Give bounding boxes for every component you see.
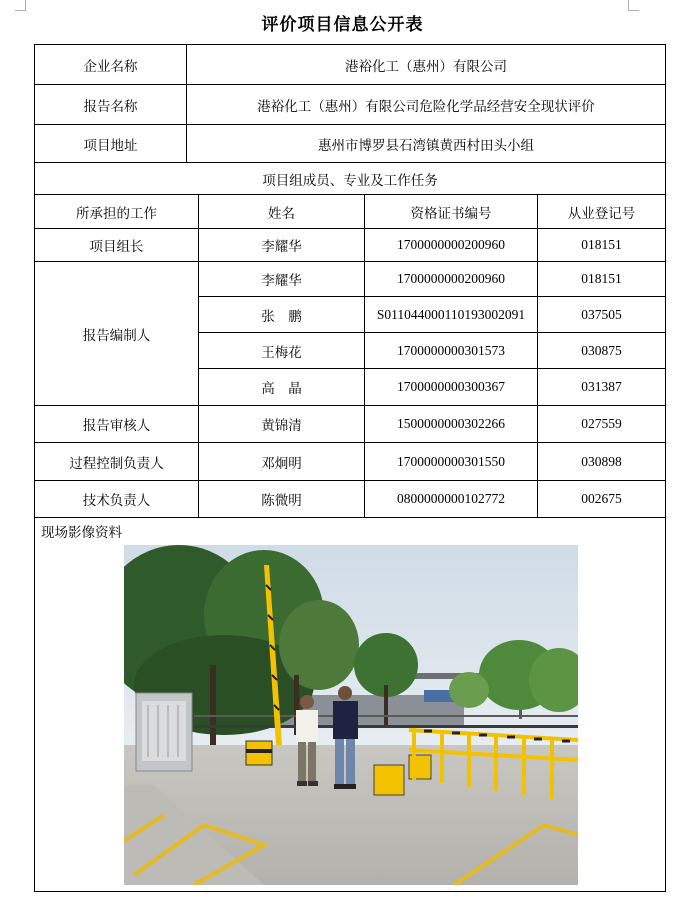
member-cert: 1700000000301573 [397,342,505,358]
member-name: 黄锦清 [261,418,302,434]
report-name-value: 港裕化工（惠州）有限公司危险化学品经营安全现状评价 [257,98,595,115]
member-name: 高 晶 [261,381,302,397]
report-name-label: 报告名称 [83,98,138,115]
member-reg: 037505 [581,306,622,322]
member-reg: 002675 [581,491,622,506]
member-name: 王梅花 [261,344,302,361]
member-name: 李耀华 [261,239,302,255]
member-cert: 1700000000301550 [397,453,505,469]
member-cert: S011044000110193002091 [376,306,526,322]
member-reg: 030875 [581,342,622,358]
column-header-role: 所承担的工作 [76,205,157,222]
column-header-reg: 从业登记号 [567,205,636,222]
company-name-value: 港裕化工（惠州）有限公司 [345,58,507,75]
role-leader: 项目组长 [89,239,144,255]
member-cert: 1700000000300367 [397,379,505,394]
member-cert: 1500000000302266 [397,416,505,431]
member-cert: 1700000000200960 [397,237,505,252]
role-process-control: 过程控制负责人 [69,455,164,472]
team-section-header: 项目组成员、专业及工作任务 [262,172,438,189]
role-reviewer: 报告审核人 [82,418,151,434]
page-title: 评价项目信息公开表 [261,15,424,35]
column-header-cert: 资格证书编号 [410,205,492,222]
photo-section-label: 现场影像资料 [41,525,122,541]
member-reg: 018151 [581,271,622,286]
member-name: 李耀华 [261,273,302,289]
member-cert: 0800000000102772 [397,491,505,506]
member-name: 陈微明 [261,493,302,509]
project-address-value: 惠州市博罗县石湾镇黄西村田头小组 [318,137,534,154]
member-reg: 027559 [581,416,622,431]
role-tech: 技术负责人 [82,493,151,509]
member-reg: 018151 [581,237,622,252]
member-name: 邓炯明 [261,455,302,472]
site-photo [124,545,578,885]
column-header-name: 姓名 [268,205,295,222]
member-reg: 030898 [581,453,622,469]
member-name: 张 鹏 [261,308,302,325]
company-name-label: 企业名称 [83,58,138,75]
project-address-label: 项目地址 [83,137,138,154]
role-writer: 报告编制人 [82,327,151,344]
info-table [34,44,666,892]
member-reg: 031387 [581,379,622,394]
member-cert: 1700000000200960 [397,271,505,286]
row-divider [35,517,665,518]
